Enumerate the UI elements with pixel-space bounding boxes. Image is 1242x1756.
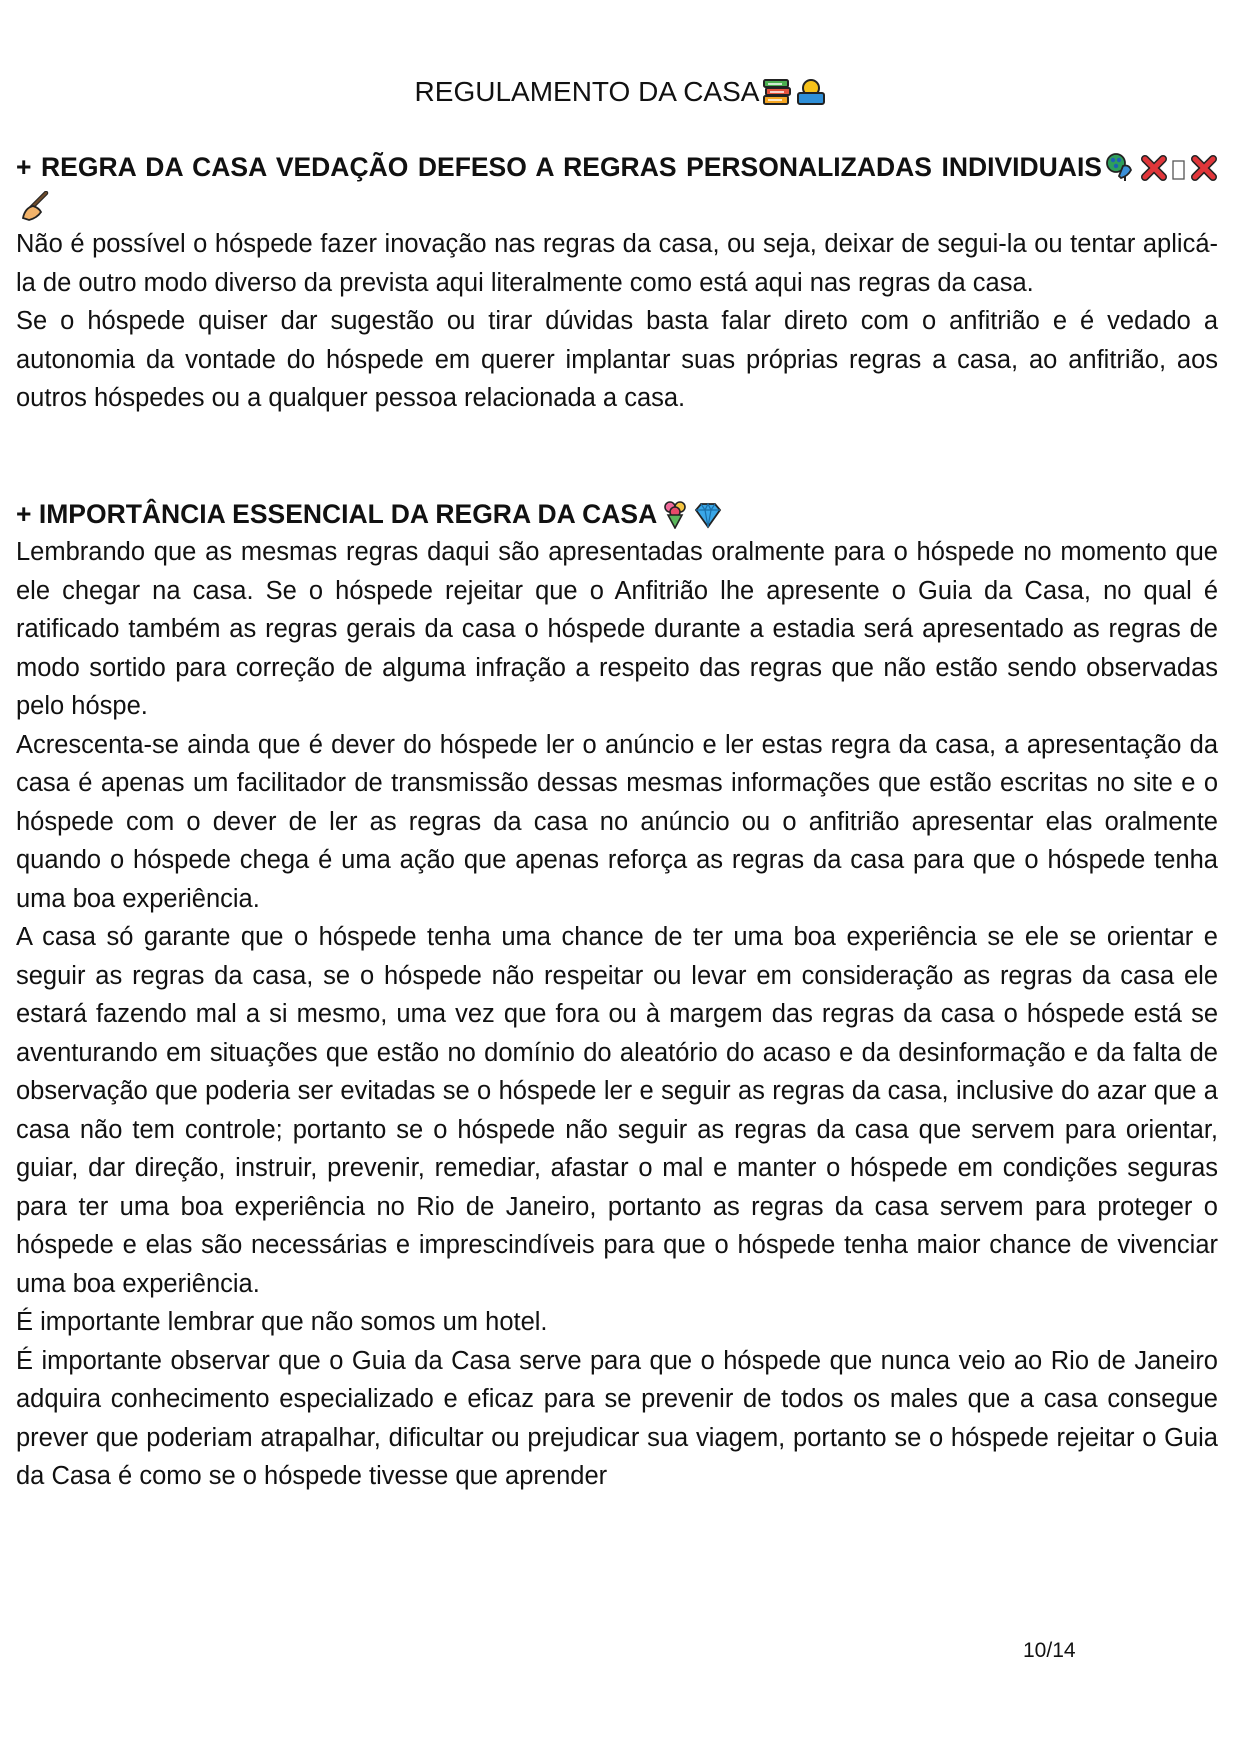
section-rule-importance xyxy=(16,495,1218,1496)
gem-icon xyxy=(693,501,723,529)
section-paragraph: Acrescenta-se ainda que é dever do hóspede ler o anúncio e ler estas regra da casa, a apresentação da casa é apenas um facilitador de transmissão dessas mesmas informações que estão escritas no site e o hóspede com o dever de ler as regras da casa no anúncio ou o anfitrião apresentar elas oralmente quando o hóspede chega é uma ação que apenas reforça as regras da casa para que o hóspede tenha uma boa experiência. xyxy=(16,730,1218,913)
cross-mark-icon xyxy=(1140,154,1168,182)
section-paragraph: Se o hóspede quiser dar sugestão ou tirar dúvidas basta falar direto com o anfitrião e é vedado a autonomia da vontade do hóspede em querer implantar suas próprias regras a casa, ao anfitrião, aos outros hóspedes ou a qualquer pessoa relacionada a casa. xyxy=(16,307,1218,412)
section-custom-rules xyxy=(16,148,1218,418)
document-body xyxy=(16,148,1218,1496)
books-icon xyxy=(762,77,792,107)
page-number: 10/14 xyxy=(1023,1639,1076,1662)
person-in-bed-icon xyxy=(795,77,827,107)
section-paragraph: É importante lembrar que não somos um hotel. xyxy=(16,1308,548,1336)
section-spacer xyxy=(16,418,1218,495)
document-title: REGULAMENTO DA CASA xyxy=(414,76,760,107)
section-paragraph: É importante observar que o Guia da Casa serve para que o hóspede que nunca veio ao Rio de Janeiro adquira conhecimento especializado e eficaz para se prevenir de todos os males que a casa consegue prever que poderiam atrapalhar, dificultar ou prejudicar sua viagem, portanto se o hóspede rejeitar o Guia da Casa é como se o hóspede tivesse que aprender xyxy=(16,1346,1218,1490)
bouquet-icon xyxy=(660,499,690,529)
section-paragraph: Lembrando que as mesmas regras daqui são apresentadas oralmente para o hóspede no momento que ele chegar na casa. Se o hóspede rejeitar que o Anfitrião lhe apresente o Guia da Casa, no qual é ratificado também as regras gerais da casa o hóspede durante a estadia será apresentado as regras de modo sortido para correção de alguma infração a respeito das regras que não estão sendo observadas pelo hóspe. xyxy=(16,538,1218,720)
hand-writing-icon xyxy=(19,191,51,221)
cross-mark-icon xyxy=(1190,154,1218,182)
section-heading-text: + REGRA DA CASA VEDAÇÃO DEFESO A REGRAS PERSONALIZADAS INDIVIDUAIS xyxy=(16,152,1102,182)
section-heading xyxy=(16,495,1218,534)
section-paragraph: A casa só garante que o hóspede tenha uma chance de ter uma boa experiência se ele se orientar e seguir as regras da casa, se o hóspede não respeitar ou levar em consideração as regras da casa ele estará fazendo mal a si mesmo, uma vez que fora ou à margem das regras da casa o hóspede está se aventurando em situações que estão no domínio do aleatório do acaso e da desinformação e da falta de observação que poderia ser evitadas se o hóspede ler e seguir as regras da casa, inclusive do azar que a casa não tem controle; portanto se o hóspede não seguir as regras da casa que servem para orientar, guiar, dar direção, instruir, prevenir, remediar, afastar o mal e manter o hóspede em condições seguras para ter uma boa experiência no Rio de Janeiro, portanto as regras da casa servem para proteger o hóspede e elas são necessárias e imprescindíveis para que o hóspede tenha maior chance de vivenciar uma boa experiência. xyxy=(16,923,1218,1298)
section-heading xyxy=(16,148,1218,225)
document-title-line xyxy=(0,74,1242,110)
section-heading-text: + IMPORTÂNCIA ESSENCIAL DA REGRA DA CASA xyxy=(16,498,658,529)
section-paragraph: Não é possível o hóspede fazer inovação nas regras da casa, ou seja, deixar de segui-la ou tentar aplicá-la de outro modo diverso da prevista aqui literalmente como está aqui nas regras da casa. xyxy=(16,230,1218,297)
peacock-icon xyxy=(1105,152,1137,182)
missing-glyph-icon xyxy=(1171,156,1187,182)
